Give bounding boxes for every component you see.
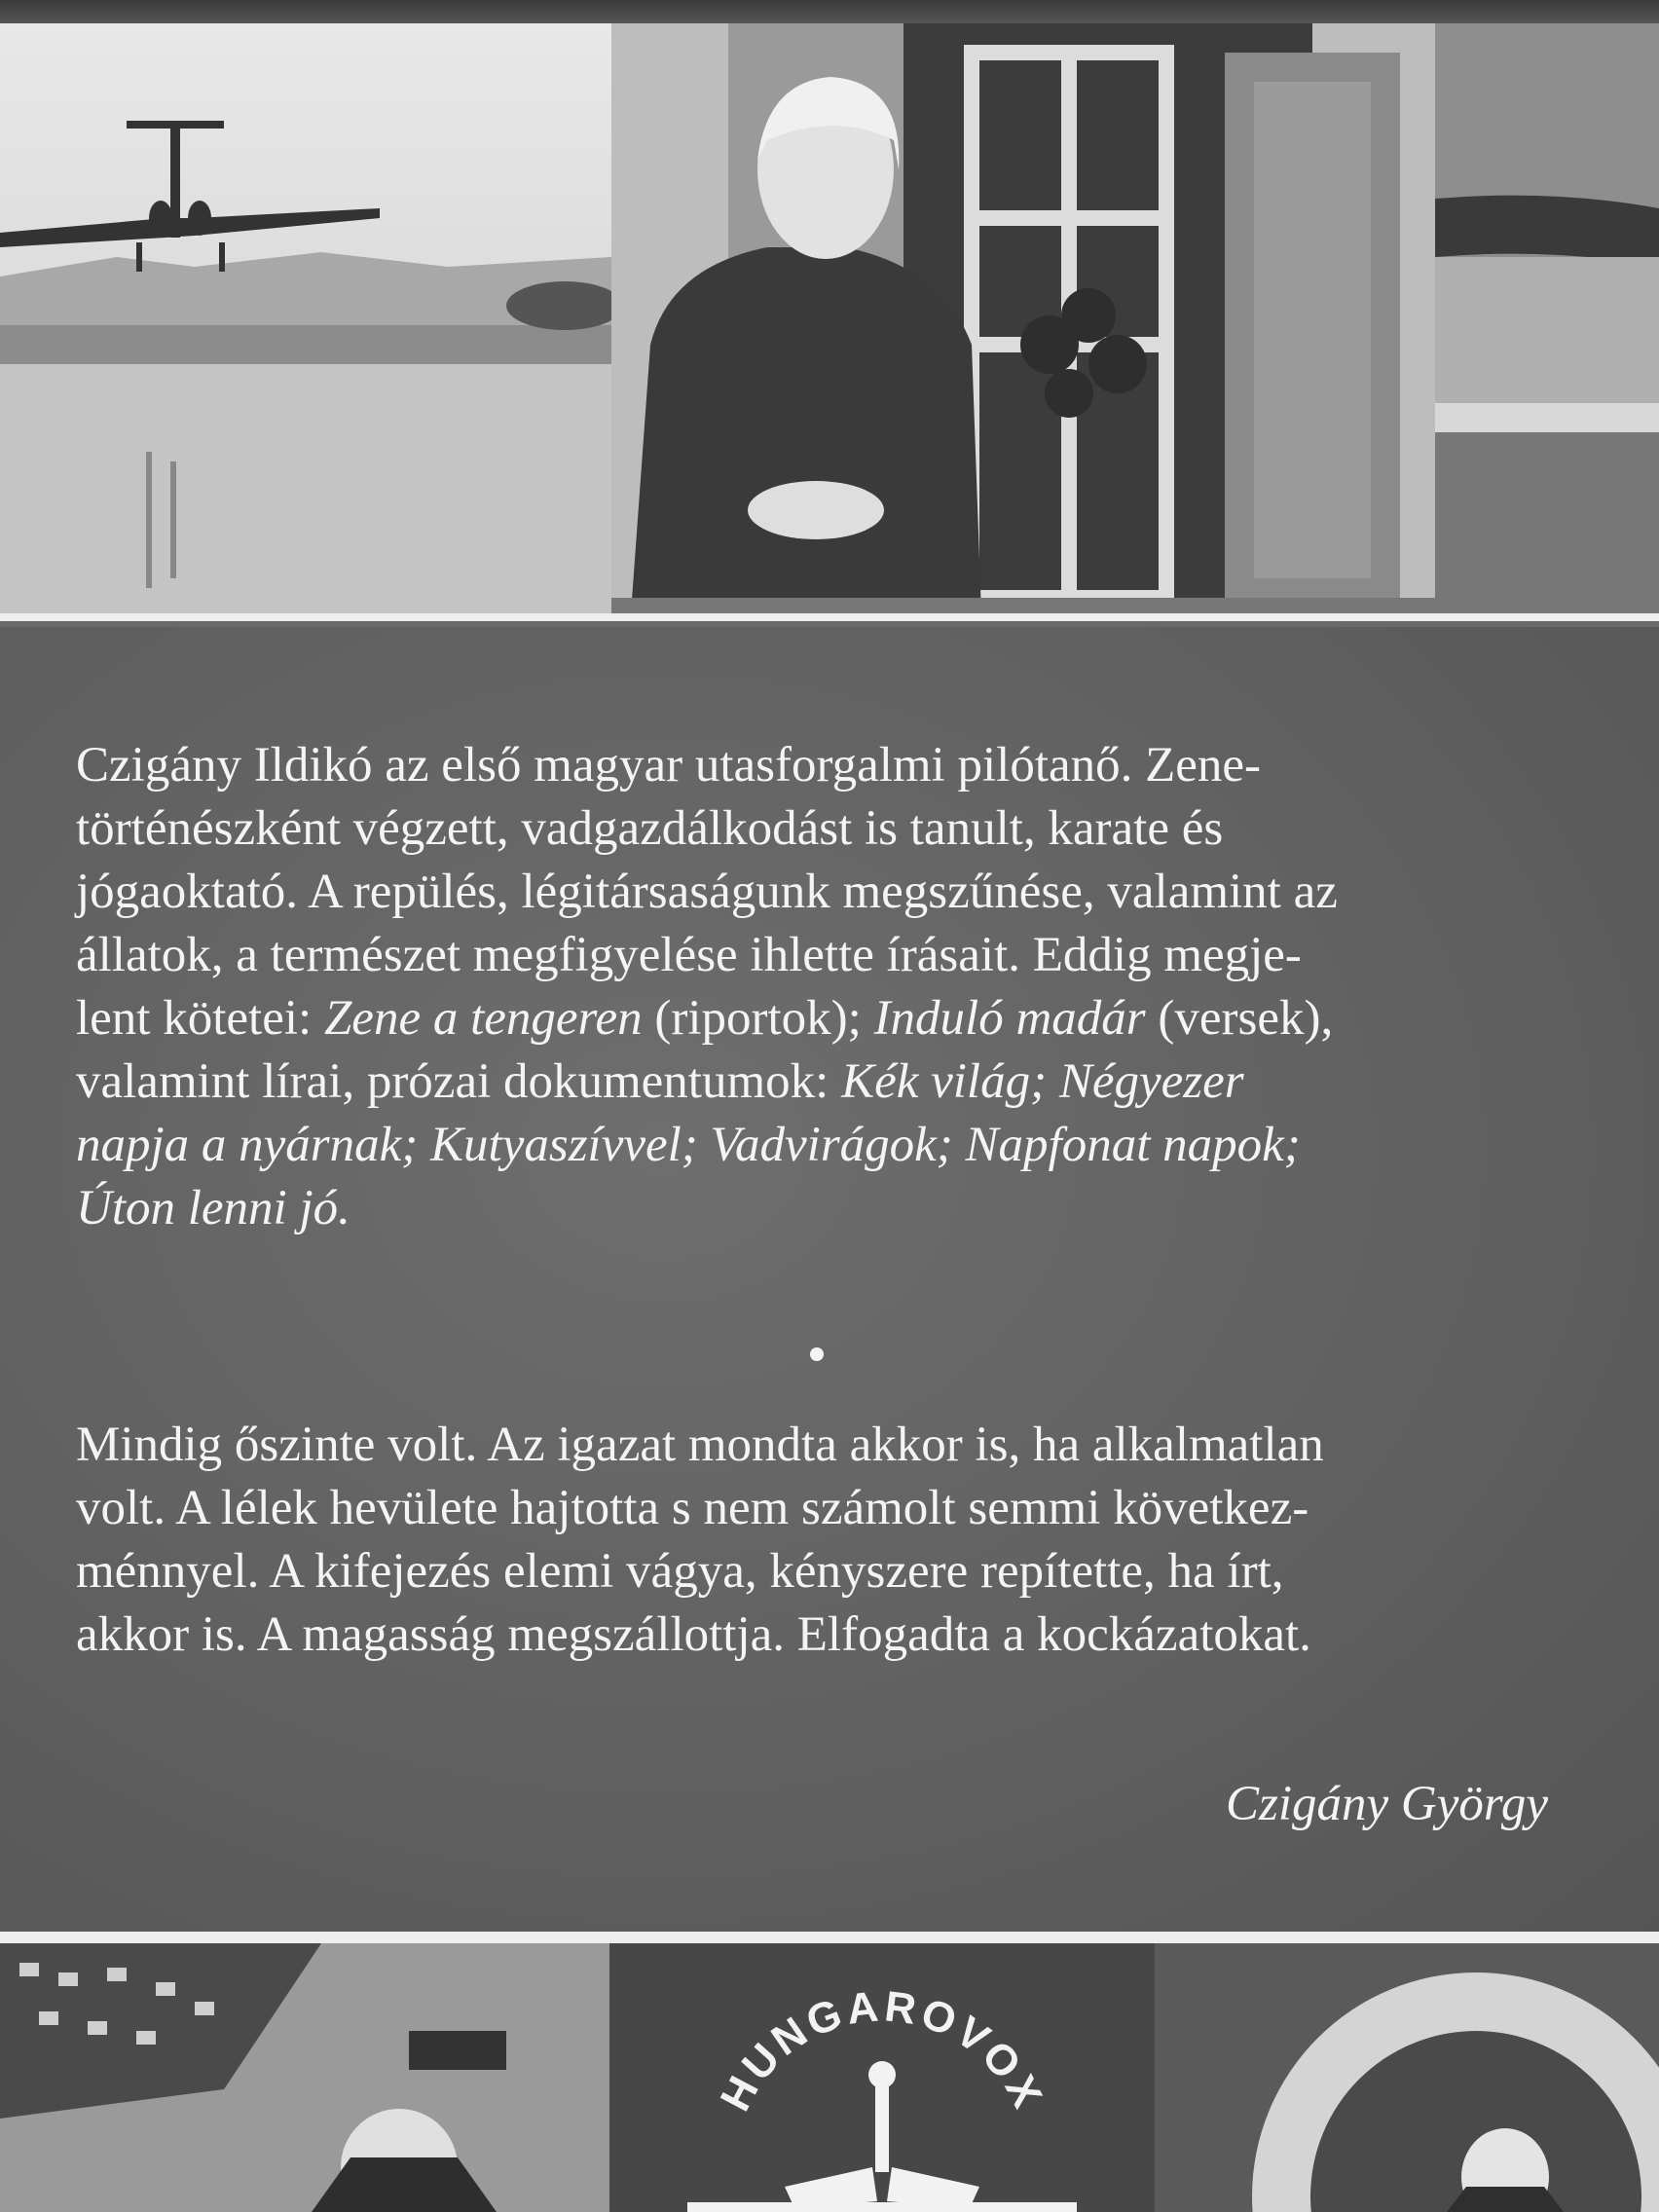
bio-line-text: valamint lírai, prózai dokumentumok: — [76, 1054, 842, 1109]
section-separator-dot — [810, 1347, 824, 1361]
airplane-landing-photo — [0, 23, 611, 613]
logo-text: HUNGAROVOX — [711, 1982, 1053, 2120]
bio-line: Czigány Ildikó az első magyar utasforgalmi pilótanő. Zene- — [76, 738, 1262, 793]
tribute-line: akkor is. A magasság megszállottja. Elfogadta a kockázatokat. — [76, 1607, 1311, 1662]
bottom-photo-row — [0, 1943, 1659, 2212]
bottom-divider — [0, 1932, 1659, 1943]
tribute-line: Mindig őszinte volt. Az igazat mondta akkor is, ha alkalmatlan — [76, 1418, 1324, 1472]
bio-line: állatok, a természet megfigyelése ihlette írásait. Eddig megje- — [76, 928, 1302, 982]
tribute-paragraph — [76, 1414, 1556, 1667]
cockpit-photo — [0, 1943, 609, 2212]
book-titles: Úton lenni jó. — [76, 1181, 350, 1235]
top-divider — [0, 613, 1659, 621]
bio-line-text: lent kötetei: — [76, 991, 324, 1046]
tribute-line: volt. A lélek hevülete hajtotta s nem számolt semmi következ- — [76, 1481, 1309, 1535]
open-book-icon — [785, 2061, 979, 2208]
bio-line-text: (versek), — [1145, 991, 1334, 1046]
hungarovox-logo — [609, 1943, 1155, 2212]
bio-line: történészként végzett, vadgazdálkodást is tanult, karate és — [76, 801, 1224, 856]
airport-apron-photo — [1435, 23, 1659, 613]
bio-line: jógaoktató. A repülés, légitársaságunk megszűnése, valamint az — [76, 865, 1338, 919]
back-cover-text-panel — [0, 627, 1659, 1932]
bio-line-text: (riportok); — [642, 991, 874, 1046]
signature: Czigány György — [1226, 1777, 1548, 1831]
engine-photo — [1155, 1943, 1659, 2212]
tribute-line: ménnyel. A kifejezés elemi vágya, kényszere repítette, ha írt, — [76, 1544, 1284, 1599]
author-bio-paragraph — [76, 734, 1556, 1240]
cover-top-strip — [0, 0, 1659, 23]
book-title: Induló madár — [873, 991, 1146, 1046]
publisher-logo-panel — [609, 1943, 1155, 2212]
book-titles: Kék világ; Négyezer — [841, 1054, 1244, 1109]
book-titles: napja a nyárnak; Kutyaszívvel; Vadvirágok; Napfonat napok; — [76, 1118, 1301, 1172]
book-title: Zene a tengeren — [323, 991, 643, 1046]
portrait-photo — [611, 23, 1435, 613]
